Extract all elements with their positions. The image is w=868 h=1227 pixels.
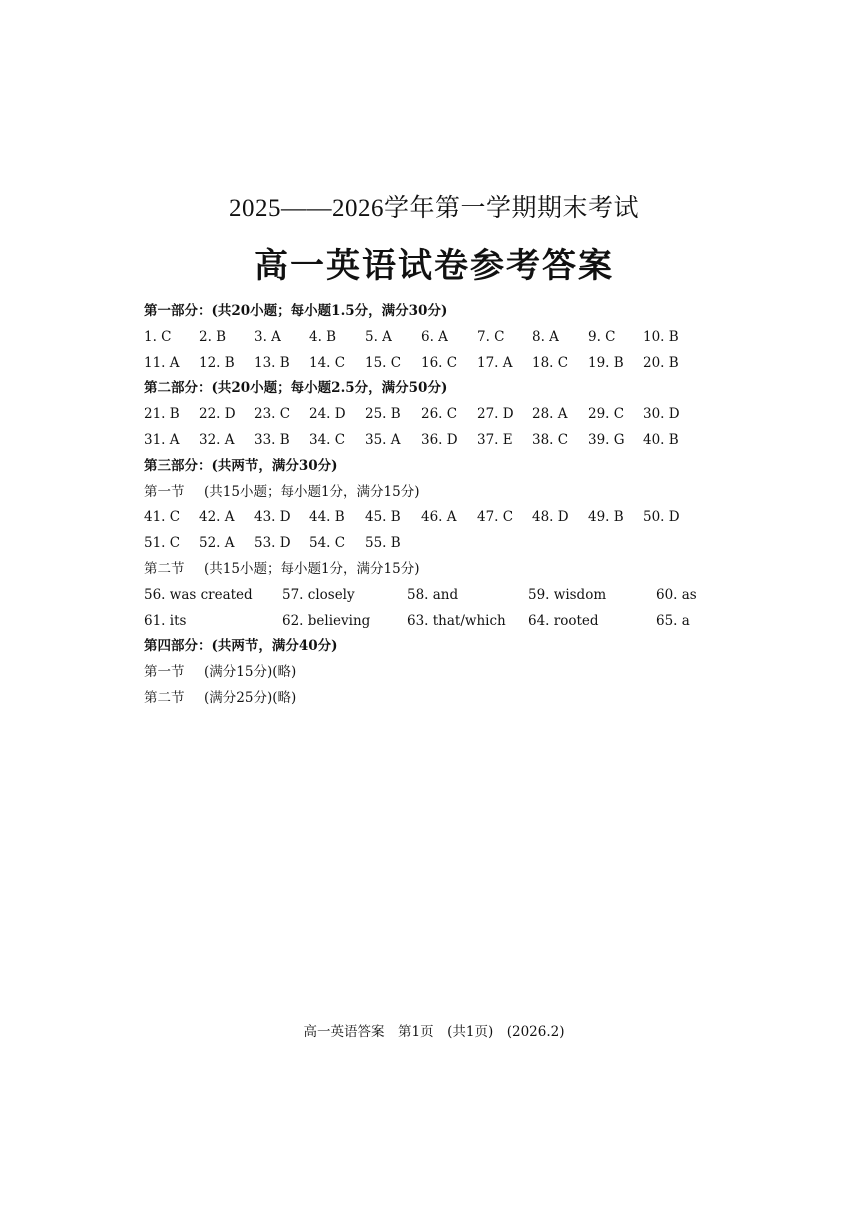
- answer-item: 63. that/which: [407, 612, 506, 629]
- answer-item: 43. D: [254, 509, 291, 526]
- answer-item: 20. B: [643, 354, 679, 371]
- answer-item: 7. C: [477, 328, 505, 345]
- answer-item: 59. wisdom: [528, 586, 607, 603]
- answer-item: 11. A: [144, 354, 180, 371]
- section-desc: (共15小题；每小题1分，满分15分): [204, 560, 420, 577]
- section-desc: (满分25分)(略): [204, 689, 297, 706]
- answer-item: 38. C: [532, 431, 569, 448]
- answer-item: 28. A: [532, 406, 568, 423]
- part2-heading: 第二部分：(共20小题；每小题2.5分，满分50分): [144, 380, 448, 397]
- section-label: 第二节: [144, 560, 185, 577]
- part3-section2-row2: [144, 609, 764, 635]
- answer-item: 65. a: [656, 612, 690, 629]
- answer-item: 40. B: [643, 431, 679, 448]
- answer-item: 57. closely: [282, 586, 355, 603]
- answer-item: 46. A: [421, 509, 457, 526]
- answer-item: 19. B: [588, 354, 624, 371]
- answer-item: 8. A: [532, 328, 559, 345]
- answer-item: 12. B: [199, 354, 235, 371]
- part1-row2: [144, 351, 764, 377]
- answer-item: 5. A: [365, 328, 392, 345]
- answer-item: 60. as: [656, 586, 697, 603]
- answer-item: 39. G: [588, 431, 625, 448]
- answer-item: 24. D: [309, 406, 346, 423]
- answer-item: 52. A: [199, 535, 235, 552]
- answer-item: 29. C: [588, 406, 625, 423]
- answer-item: 3. A: [254, 328, 281, 345]
- part3-section1-row2: [144, 531, 764, 557]
- answer-content: [144, 299, 764, 712]
- answer-item: 62. believing: [282, 612, 371, 629]
- answer-item: 14. C: [309, 354, 346, 371]
- answer-item: 45. B: [365, 509, 401, 526]
- part1-heading: 第一部分：(共20小题；每小题1.5分，满分30分): [144, 303, 448, 319]
- answer-item: 10. B: [643, 328, 679, 345]
- answer-item: 44. B: [309, 509, 345, 526]
- answer-item: 50. D: [643, 509, 680, 526]
- answer-item: 34. C: [309, 431, 346, 448]
- part3-section2-row1: [144, 583, 764, 609]
- answer-item: 23. C: [254, 406, 291, 423]
- answer-item: 2. B: [199, 328, 227, 345]
- part3-heading: 第三部分：(共两节，满分30分): [144, 457, 338, 474]
- answer-item: 32. A: [199, 431, 235, 448]
- answer-item: 36. D: [421, 431, 458, 448]
- answer-item: 58. and: [407, 586, 459, 603]
- answer-item: 61. its: [144, 612, 187, 629]
- answer-item: 55. B: [365, 535, 401, 552]
- part4-heading: 第四部分：(共两节，满分40分): [144, 638, 338, 655]
- answer-item: 35. A: [365, 431, 401, 448]
- answer-item: 22. D: [199, 406, 236, 423]
- answer-item: 42. A: [199, 509, 235, 526]
- exam-title: 2025——2026学年第一学期期末考试: [228, 195, 639, 222]
- page-footer: 高一英语答案 第1页 (共1页) (2026.2): [303, 1024, 565, 1040]
- answer-item: 9. C: [588, 328, 616, 345]
- answer-item: 21. B: [144, 406, 180, 423]
- answer-item: 37. E: [477, 431, 513, 448]
- answer-item: 15. C: [365, 354, 402, 371]
- section-desc: (满分15分)(略): [204, 664, 297, 681]
- part2-row2: [144, 428, 764, 454]
- answer-item: 25. B: [365, 406, 401, 423]
- answer-item: 13. B: [254, 354, 290, 371]
- answer-item: 30. D: [643, 406, 680, 423]
- answer-item: 64. rooted: [528, 612, 599, 629]
- answer-item: 54. C: [309, 535, 346, 552]
- answer-key-title: 高一英语试卷参考答案: [254, 246, 614, 286]
- answer-item: 48. D: [532, 509, 569, 526]
- part4-section1: [144, 660, 764, 686]
- answer-item: 4. B: [309, 328, 337, 345]
- answer-item: 49. B: [588, 509, 624, 526]
- part3-section1-heading: [144, 480, 764, 506]
- answer-item: 31. A: [144, 431, 180, 448]
- answer-item: 53. D: [254, 535, 291, 552]
- answer-item: 27. D: [477, 406, 514, 423]
- answer-item: 16. C: [421, 354, 458, 371]
- section-label: 第二节: [144, 689, 185, 706]
- answer-item: 47. C: [477, 509, 514, 526]
- answer-item: 41. C: [144, 509, 181, 526]
- answer-item: 1. C: [144, 328, 172, 345]
- part4-section2: [144, 686, 764, 712]
- part3-section1-row1: [144, 505, 764, 531]
- section-label: 第一节: [144, 664, 185, 681]
- answer-item: 17. A: [477, 354, 513, 371]
- answer-item: 33. B: [254, 431, 290, 448]
- section-desc: (共15小题；每小题1分，满分15分): [204, 483, 420, 500]
- answer-item: 51. C: [144, 535, 181, 552]
- answer-item: 6. A: [421, 328, 448, 345]
- part2-row1: [144, 402, 764, 428]
- part3-section2-heading: [144, 557, 764, 583]
- section-label: 第一节: [144, 483, 185, 500]
- answer-item: 26. C: [421, 406, 458, 423]
- answer-item: 56. was created: [144, 586, 253, 603]
- part1-row1: [144, 325, 764, 351]
- answer-item: 18. C: [532, 354, 569, 371]
